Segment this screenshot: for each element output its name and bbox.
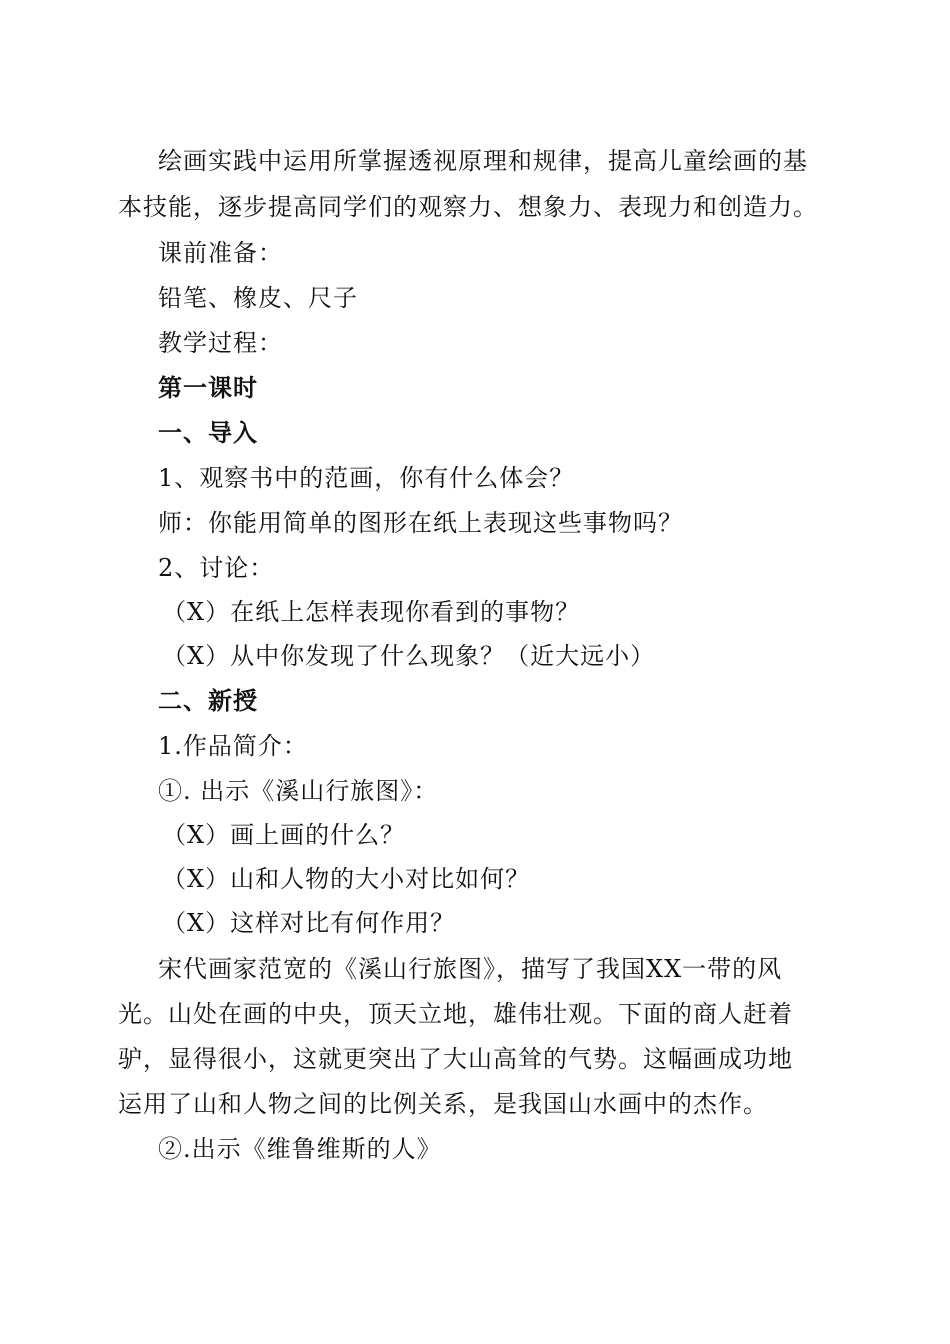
lesson-heading: 第一课时 — [158, 374, 258, 402]
list-item: 1.作品简介： — [158, 732, 308, 760]
paragraph-line: 驴，显得很小，这就更突出了大山高耸的气势。这幅画成功地 — [118, 1045, 793, 1073]
paragraph-line: 本技能，逐步提高同学们的观察力、想象力、表现力和创造力。 — [118, 193, 818, 221]
list-item: 1、观察书中的范画，你有什么体会？ — [158, 464, 575, 492]
paragraph-line: 运用了山和人物之间的比例关系，是我国山水画中的杰作。 — [118, 1090, 768, 1118]
section-heading: 一、导入 — [158, 419, 258, 447]
list-item: （X）这样对比有何作用？ — [162, 909, 456, 937]
list-item: （X）画上画的什么？ — [162, 821, 406, 849]
paragraph-line: 宋代画家范宽的《溪山行旅图》，描写了我国XX一带的风 — [158, 955, 783, 983]
list-item: ①. 出示《溪山行旅图》： — [158, 777, 439, 805]
paragraph-line: 光。山处在画的中央，顶天立地，雄伟壮观。下面的商人赶着 — [118, 1000, 793, 1028]
list-item: 2、讨论： — [158, 554, 275, 582]
paragraph-line: 铅笔、橡皮、尺子 — [158, 284, 358, 312]
list-item: （X）从中你发现了什么现象？（近大远小） — [162, 642, 656, 670]
list-item: ②.出示《维鲁维斯的人》 — [158, 1135, 442, 1163]
list-item: （X）在纸上怎样表现你看到的事物？ — [162, 598, 581, 626]
paragraph-line: 师：你能用简单的图形在纸上表现这些事物吗？ — [158, 509, 683, 537]
section-heading: 二、新授 — [158, 687, 258, 715]
paragraph-line: 绘画实践中运用所掌握透视原理和规律，提高儿童绘画的基 — [158, 147, 808, 175]
section-label: 教学过程： — [158, 329, 283, 357]
section-label: 课前准备： — [158, 239, 283, 267]
list-item: （X）山和人物的大小对比如何？ — [162, 865, 531, 893]
